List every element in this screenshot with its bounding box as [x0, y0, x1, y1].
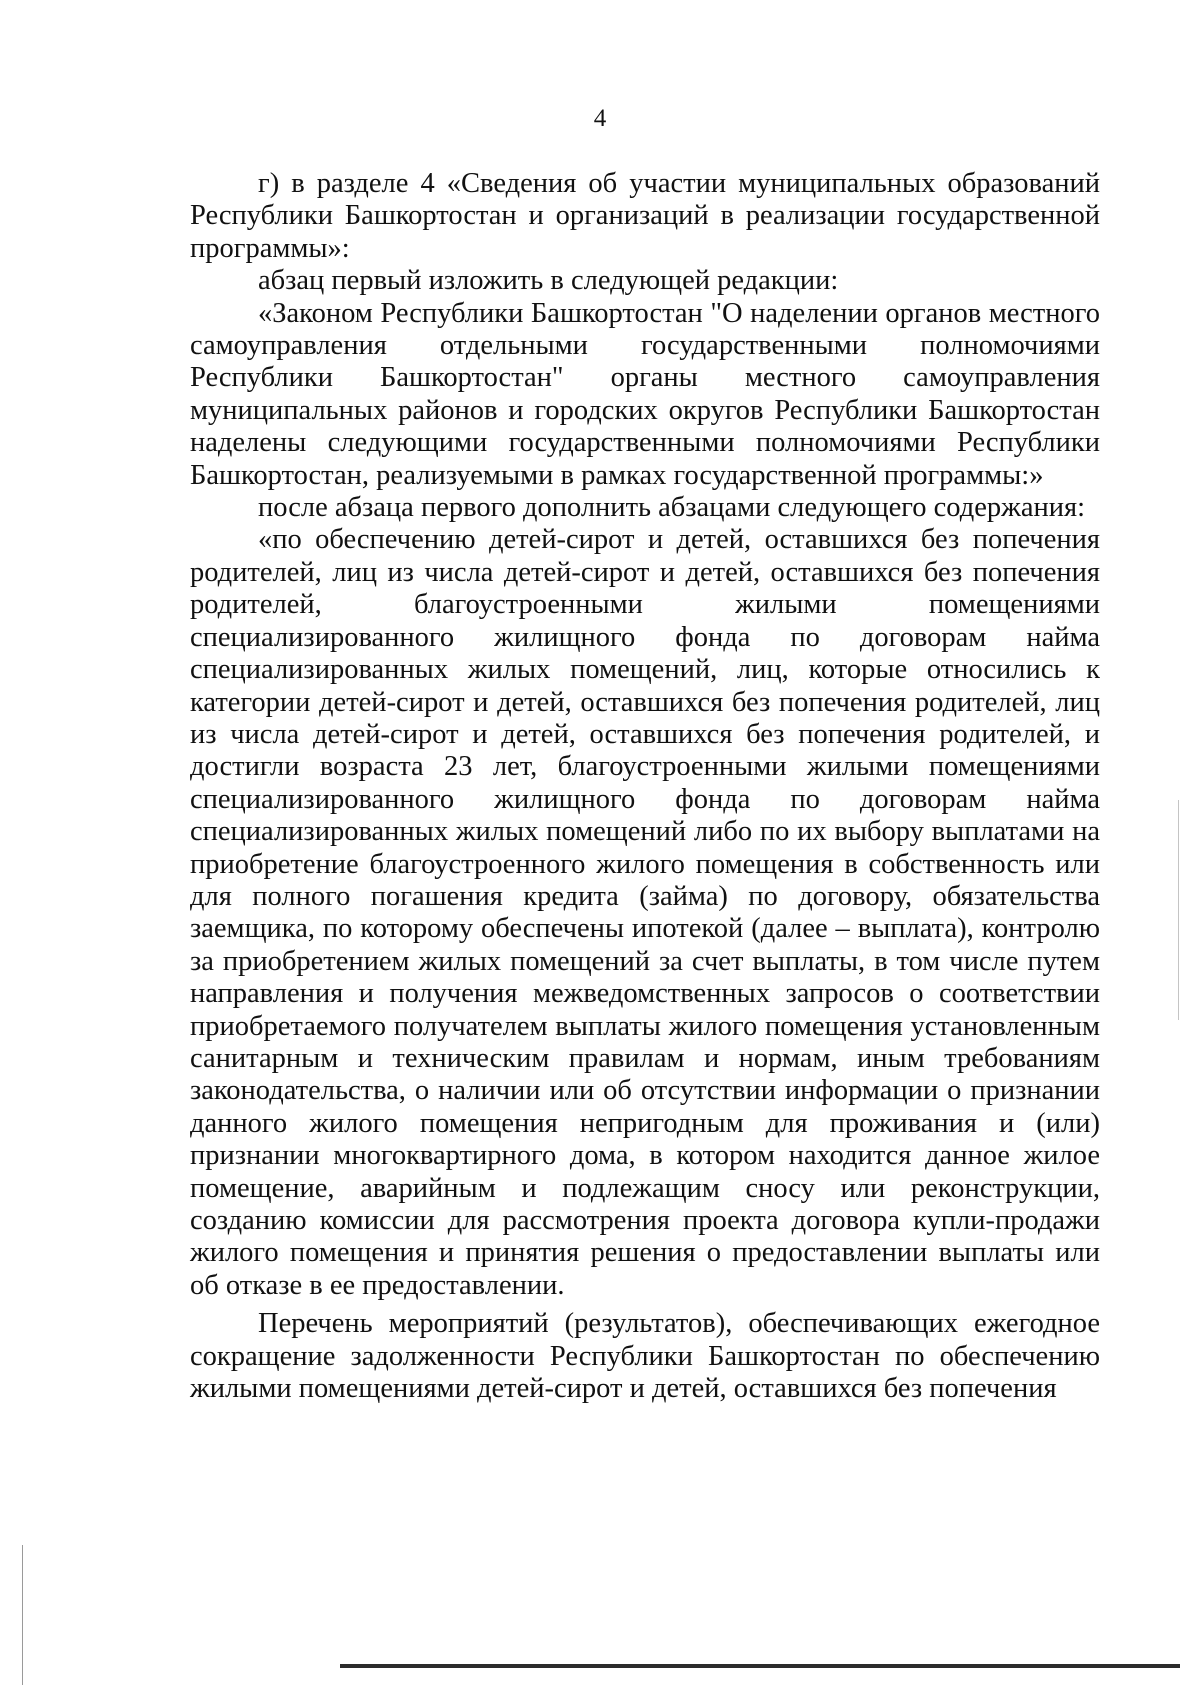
paragraph-section-4-heading: г) в разделе 4 «Сведения об участии муниципальных образований Республики Башкортостан и организаций в реализации государственной программы»: — [190, 168, 1100, 264]
document-body — [190, 168, 1100, 1405]
paragraph-addition-instruction: после абзаца первого дополнить абзацами следующего содержания: — [258, 492, 1086, 524]
scan-right-mark — [1178, 800, 1179, 1020]
paragraph-orphans-housing: «по обеспечению детей-сирот и детей, оставшихся без попечения родителей, лиц из числа детей-сирот и детей, оставшихся без попечения родителей, благоустроенными жилыми помещениями специализированного жилищного фонда по договорам найма специализированных жилых помещений, лиц, которые относились к категории детей-сирот и детей, оставшихся без попечения родителей, лиц из числа детей-сирот и детей, оставшихся без попечения родителей, и достигли возраста 23 лет, благоустроенными жилыми помещениями специализированного жилищного фонда по договорам найма специализированных жилых помещений либо по их выбору выплатами на приобретение благоустроенного жилого помещения в собственность или для полного погашения кредита (займа) по договору, обязательства заемщика, по которому обеспечены ипотекой (далее – выплата), контролю за приобретением жилых помещений за счет выплаты, в том числе путем направления и получения межведомственных запросов о соответствии приобретаемого получателем выплаты жилого помещения установленным санитарным и техническим правилам и нормам, иным требованиям законодательства, о наличии или об отсутствии информации о признании данного жилого помещения непригодным для проживания и (или) признании многоквартирного дома, в котором находится данное жилое помещение, аварийным и подлежащим сносу или реконструкции, созданию комиссии для рассмотрения проекта договора купли-продажи жилого помещения и принятия решения о предоставлении выплаты или об отказе в ее предоставлении. — [190, 524, 1100, 1301]
paragraph-law-quote: «Законом Республики Башкортостан "О наделении органов местного самоуправления отдельными государственными полномочиями Республики Башкортостан" органы местного самоуправления муниципальных районов и городских округов Республики Башкортостан наделены следующими государственными полномочиями Республики Башкортостан, реализуемыми в рамках государственной программы:» — [190, 297, 1100, 491]
paragraph-first-abzac-instruction: абзац первый изложить в следующей редакции: — [258, 265, 839, 297]
page-number: 4 — [593, 105, 607, 132]
scan-left-edge — [22, 1545, 23, 1685]
scan-bottom-edge — [340, 1664, 1180, 1668]
paragraph-measures-list: Перечень мероприятий (результатов), обеспечивающих ежегодное сокращение задолженности Республики Башкортостан по обеспечению жилыми помещениями детей-сирот и детей, оставшихся без попечения — [190, 1308, 1100, 1405]
